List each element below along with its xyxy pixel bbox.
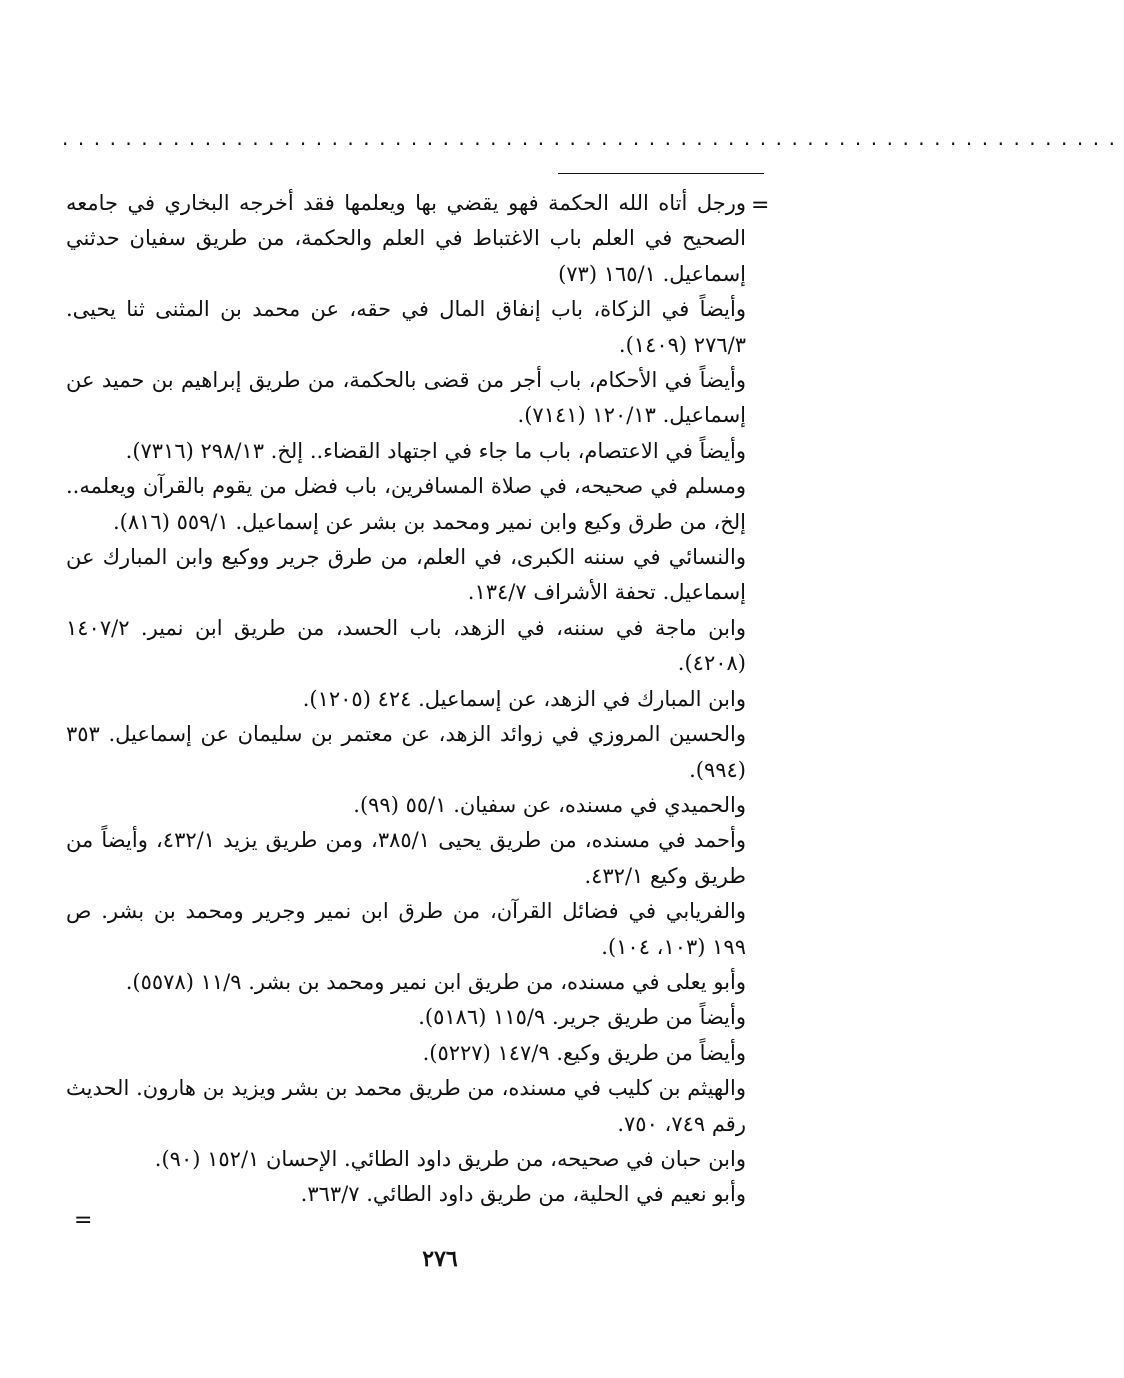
footnote-entry: والحسين المروزي في زوائد الزهد، عن معتمر بن سليمان عن إسماعيل. ٣٥٣ (٩٩٤). — [66, 722, 746, 782]
continuation-mark-top: = — [751, 193, 770, 218]
footnote-entry: ومسلم في صحيحه، في صلاة المسافرين، باب فضل من يقوم بالقرآن ويعلمه.. إلخ، من طرق وكيع وابن نمير ومحمد بن بشر عن إسماعيل. ٥٥٩/١ (٨١٦). — [66, 474, 746, 534]
footnote-entry: وأيضاً في الزكاة، باب إنفاق المال في حقه، عن محمد بن المثنى ثنا يحيى. ٢٧٦/٣ (١٤٠٩). — [66, 297, 746, 357]
footnotes-block — [66, 186, 746, 1213]
footnote-entry: والفريابي في فضائل القرآن، من طرق ابن نمير وجرير ومحمد بن بشر. ص ١٩٩ (١٠٣، ١٠٤). — [66, 899, 746, 959]
footnote-entry: ورجل أتاه الله الحكمة فهو يقضي بها ويعلمها فقد أخرجه البخاري في جامعه الصحيح في العلم باب الاغتباط في العلم والحكمة، من طريق سفيان حدثني إسماعيل. ١٦٥/١ (٧٣) — [66, 191, 746, 286]
footnote-entry: والنسائي في سننه الكبرى، في العلم، من طرق جرير ووكيع وابن المبارك عن إسماعيل. تحفة الأشراف ١٣٤/٧. — [66, 545, 746, 605]
footnote-entry: وأحمد في مسنده، من طريق يحيى ٣٨٥/١، ومن طريق يزيد ٤٣٢/١، وأيضاً من طريق وكيع ٤٣٢/١. — [66, 828, 746, 888]
footnote-entry: والهيثم بن كليب في مسنده، من طريق محمد بن بشر ويزيد بن هارون. الحديث رقم ٧٤٩، ٧٥٠. — [66, 1076, 746, 1136]
separator-dots: ................................................................... — [62, 126, 1124, 150]
footnote-entry: وابن حبان في صحيحه، من طريق داود الطائي. الإحسان ١٥٢/١ (٩٠). — [154, 1146, 746, 1171]
footnote-entry: وأبو يعلى في مسنده، من طريق ابن نمير ومحمد بن بشر. ١١/٩ (٥٥٧٨). — [125, 969, 746, 994]
footnote-entry: وأيضاً في الأحكام، باب أجر من قضى بالحكمة، من طريق إبراهيم بن حميد عن إسماعيل. ١٢٠/١٣ (٧١٤١). — [66, 368, 746, 428]
footnote-separator-line — [558, 173, 764, 174]
footnote-entry: وابن المبارك في الزهد، عن إسماعيل. ٤٢٤ (١٢٠٥). — [302, 686, 746, 711]
page-number: ٢٧٦ — [422, 1246, 458, 1272]
footnote-entry: وابن ماجة في سننه، في الزهد، باب الحسد، من طريق ابن نمير. ١٤٠٧/٢ (٤٢٠٨). — [66, 615, 746, 676]
footnote-entry: وأيضاً من طريق وكيع. ١٤٧/٩ (٥٢٢٧). — [422, 1040, 746, 1065]
footnote-entry: والحميدي في مسنده، عن سفيان. ٥٥/١ (٩٩). — [353, 792, 746, 817]
footnote-entry: وأيضاً في الاعتصام، باب ما جاء في اجتهاد القضاء.. إلخ. ٢٩٨/١٣ (٧٣١٦). — [125, 438, 746, 463]
footnote-entry: وأبو نعيم في الحلية، من طريق داود الطائي. ٣٦٣/٧. — [300, 1182, 746, 1207]
continuation-mark-bottom: = — [74, 1208, 93, 1233]
footnote-entry: وأيضاً من طريق جرير. ١١٥/٩ (٥١٨٦). — [418, 1005, 746, 1030]
